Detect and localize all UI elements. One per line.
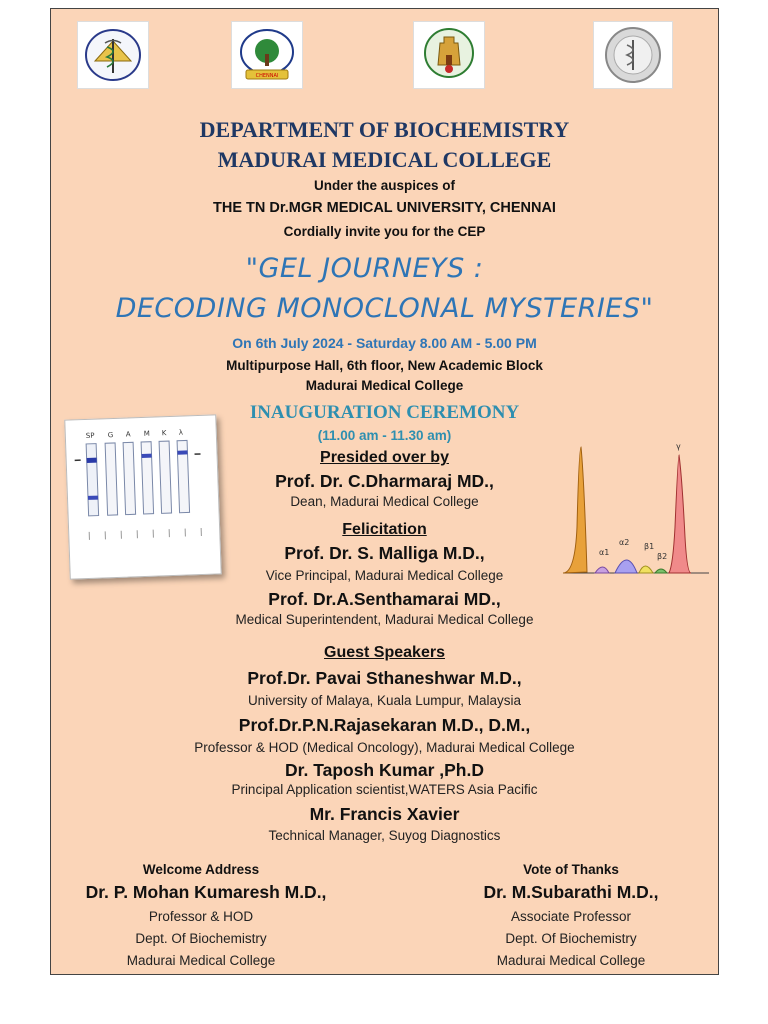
guest-desc-3: Principal Application scientist,WATERS Asia Pacific [231, 782, 538, 797]
caduceus-emblem-icon [77, 21, 149, 89]
medical-association-seal-icon [593, 21, 673, 89]
peak-label: α2 [619, 538, 630, 547]
guest-desc-1: University of Malaya, Kuala Lumpur, Malaysia [247, 693, 522, 708]
guest-name-4: Mr. Francis Xavier [309, 804, 460, 824]
gel-lane-label: A [125, 430, 131, 439]
gel-lane-label: K [161, 429, 167, 438]
peak-label: γ [676, 442, 681, 451]
tamil-nadu-temple-emblem-icon [413, 21, 485, 89]
event-title-line1: "GEL JOURNEYS : [245, 253, 484, 284]
guest-name-1: Prof.Dr. Pavai Sthaneshwar M.D., [247, 668, 522, 688]
peak-label: α1 [599, 548, 610, 557]
thanks-college: Madurai Medical College [496, 953, 646, 968]
gel-lane-label: SP [85, 431, 95, 440]
welcome-dept: Dept. Of Biochemistry [135, 931, 267, 946]
mgr-university-seal-icon [231, 21, 303, 89]
university-name: THE TN Dr.MGR MEDICAL UNIVERSITY, CHENNAI [213, 200, 556, 216]
welcome-heading: Welcome Address [142, 862, 260, 877]
felicitation-heading: Felicitation [342, 521, 427, 538]
thanks-dept: Dept. Of Biochemistry [505, 931, 637, 946]
guest-name-2: Prof.Dr.P.N.Rajasekaran M.D., D.M., [238, 715, 531, 735]
presided-name: Prof. Dr. C.Dharmaraj MD., [275, 471, 494, 491]
welcome-name: Dr. P. Mohan Kumaresh M.D., [85, 882, 327, 902]
cep-invitation-flyer [50, 8, 719, 975]
felicitation-desc-2: Medical Superintendent, Madurai Medical College [235, 612, 534, 627]
guest-name-3: Dr. Taposh Kumar ,Ph.D [284, 760, 484, 780]
college-heading: MADURAI MEDICAL COLLEGE [217, 147, 552, 172]
event-date: On 6th July 2024 - Saturday 8.00 AM - 5.00 PM [232, 335, 537, 351]
welcome-college: Madurai Medical College [126, 953, 276, 968]
felicitation-name-2: Prof. Dr.A.Senthamarai MD., [268, 589, 501, 609]
event-title-line2: DECODING MONOCLONAL MYSTERIES" [115, 293, 654, 324]
inauguration-time: (11.00 am - 11.30 am) [317, 428, 452, 443]
presided-desc: Dean, Madurai Medical College [290, 494, 479, 509]
thanks-role: Associate Professor [510, 909, 632, 924]
felicitation-name-1: Prof. Dr. S. Malliga M.D., [284, 543, 485, 563]
thanks-heading: Vote of Thanks [523, 862, 619, 877]
guest-desc-4: Technical Manager, Suyog Diagnostics [268, 828, 501, 843]
gel-lane-label: λ [178, 428, 184, 437]
venue-line1: Multipurpose Hall, 6th floor, New Academic Block [226, 358, 543, 373]
thanks-name: Dr. M.Subarathi M.D., [483, 882, 659, 902]
gel-lane-label: M [143, 429, 150, 438]
department-heading: DEPARTMENT OF BIOCHEMISTRY [199, 117, 570, 142]
gel-lane-label: G [107, 431, 114, 440]
svg-text:CHENNAI: CHENNAI [255, 73, 279, 79]
electrophoresis-peaks-graphic [561, 437, 711, 582]
peak-label: β1 [644, 542, 655, 551]
felicitation-desc-1: Vice Principal, Madurai Medical College [265, 568, 504, 583]
invite-text: Cordially invite you for the CEP [283, 224, 486, 239]
welcome-role: Professor & HOD [148, 909, 254, 924]
presided-heading: Presided over by [320, 449, 449, 466]
inauguration-heading: INAUGURATION CEREMONY [249, 402, 520, 423]
auspices-text: Under the auspices of [313, 178, 456, 193]
guest-desc-2: Professor & HOD (Medical Oncology), Madurai Medical College [194, 740, 575, 755]
peak-label: β2 [657, 552, 668, 561]
gel-electrophoresis-image [64, 414, 221, 579]
venue-line2: Madurai Medical College [305, 378, 464, 393]
guest-speakers-heading: Guest Speakers [324, 644, 445, 661]
